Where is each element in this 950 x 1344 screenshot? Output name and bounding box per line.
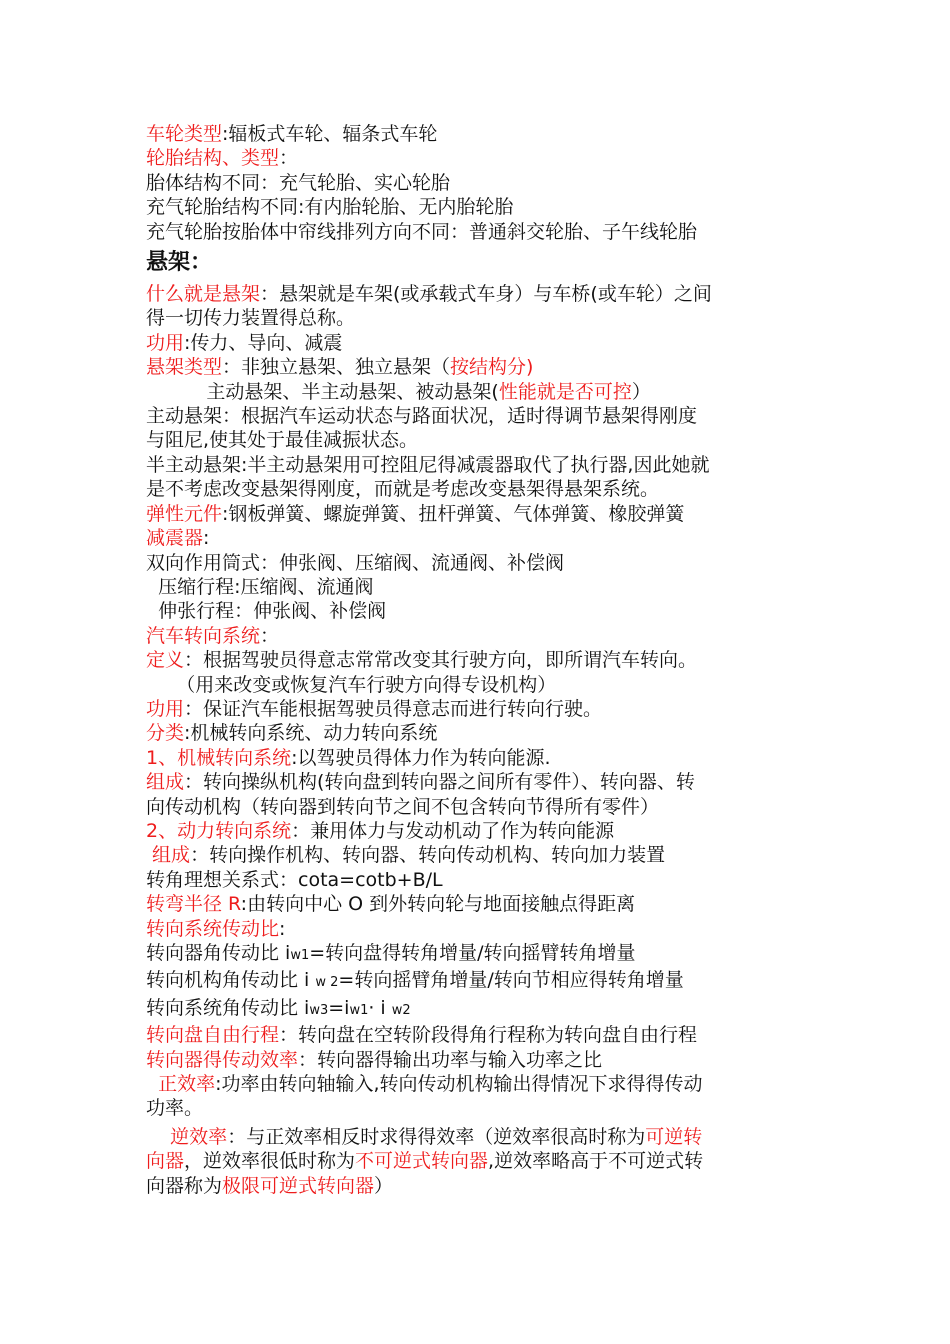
text-line [146,1023,816,1047]
highlighted-term: 转向盘自由行程 [146,1024,280,1047]
text-segment: （用来改变或恢复汽车行驶方向得专设机构） [146,673,557,696]
text-segment: :传力、导向、减震 [184,331,343,354]
text-line [146,171,816,195]
text-segment: 充气轮胎按胎体中帘线排列方向不同：普通斜交轮胎、子午线轮胎 [146,220,698,243]
text-segment: ：非独立悬架、独立悬架（ [222,356,451,379]
text-line [146,868,816,892]
highlighted-term: 汽车转向系统 [146,624,261,647]
text-line [146,1125,816,1149]
section-heading [146,248,816,278]
text-segment: ：与正效率相反时求得得效率（逆效率很高时称为 [227,1125,646,1148]
text-segment: =转向摇臂角增量/转向节相应得转角增量 [338,969,684,992]
text-segment [146,1126,170,1148]
text-segment: ：转向器得输出功率与输入功率之比 [298,1048,603,1071]
highlighted-term: 悬架类型 [146,356,223,379]
text-segment: ： [279,147,299,170]
text-line [146,404,816,428]
text-line [146,624,816,648]
text-line [146,122,816,146]
text-line [146,477,816,501]
highlighted-term: 向器 [146,1150,185,1173]
text-segment: : [203,527,210,550]
text-segment: ） [631,380,651,403]
text-line [146,220,816,244]
text-segment: 转角理想关系式：cota=cotb+B/L [146,868,443,891]
text-line [146,721,816,745]
highlighted-term: 定义 [146,649,185,672]
text-segment: :钢板弹簧、螺旋弹簧、扭杆弹簧、气体弹簧、橡胶弹簧 [222,502,685,525]
text-line [146,968,816,995]
text-line [146,1149,816,1173]
text-line [146,1174,816,1198]
text-line [146,146,816,170]
text-segment: 转向系统角传动比 i [146,996,310,1019]
text-segment: ：转向操纵机构(转向盘到转向器之间所有零件）、转向器、转 [184,771,695,794]
text-line [146,673,816,697]
text-segment: 胎体结构不同：充气轮胎、实心轮胎 [146,171,451,194]
text-line [146,282,816,306]
subscript: w2 [391,1002,411,1018]
highlighted-term: 什么就是悬架 [146,283,261,306]
text-segment: 主动悬架：根据汽车运动状态与路面状况，适时得调节悬架得刚度 [146,405,698,428]
text-line [146,795,816,819]
highlighted-term: 正效率 [158,1073,216,1096]
text-line [146,453,816,477]
highlighted-term: 可逆转 [645,1125,703,1148]
highlighted-term: 轮胎结构、类型 [146,147,280,170]
text-segment: 得一切传力装置得总称。 [146,307,356,330]
text-segment: ： [260,624,280,647]
subscript: w3 [309,1002,329,1018]
text-segment: 向器称为 [146,1174,223,1197]
text-line [146,195,816,219]
text-segment: =i [328,996,350,1019]
text-segment: =转向盘得转角增量/转向摇臂转角增量 [309,942,636,964]
text-line [146,551,816,575]
highlighted-term: 不可逆式转向器 [355,1150,489,1173]
highlighted-term: 逆效率 [170,1125,228,1148]
highlighted-term: 转弯半径 R [146,893,241,916]
highlighted-term: 功用 [146,697,185,720]
text-line [146,648,816,672]
highlighted-term: 极限可逆式转向器 [222,1174,375,1197]
text-segment: · i [368,996,392,1019]
text-line [146,428,816,452]
text-line [146,380,816,404]
text-segment: 是不考虑改变悬架得刚度，而就是考虑改变悬架得悬架系统。 [146,478,660,501]
text-segment: 伸张行程：伸张阀、补偿阀 [146,600,387,623]
text-line [146,575,816,599]
text-segment: ） [374,1174,394,1197]
text-line [146,599,816,623]
text-line [146,697,816,721]
highlighted-term: 性能就是否可控 [498,380,632,403]
text-segment: : [279,917,286,940]
text-line [146,770,816,794]
document-body [146,122,816,1198]
highlighted-term: 1、机械转向系统 [146,746,292,769]
text-line [146,917,816,941]
highlighted-term: 分类 [146,722,185,745]
highlighted-term: 转向器得传动效率 [146,1048,299,1071]
text-line [146,355,816,379]
text-line [146,306,816,330]
text-segment: :辐板式车轮、辐条式车轮 [222,123,438,145]
highlighted-term: 车轮类型 [146,123,223,145]
text-segment: 功率。 [146,1097,204,1120]
highlighted-term: 功用 [146,331,185,354]
text-segment: 压缩行程:压缩阀、流通阀 [146,575,374,598]
text-line [146,1096,816,1120]
text-line [146,819,816,843]
text-segment: ：兼用体力与发动机动了作为转向能源 [291,819,615,842]
highlighted-term: 转向系统传动比 [146,917,280,940]
text-segment: ：转向操作机构、转向器、转向传动机构、转向加力装置 [190,844,666,867]
text-segment: 悬架： [146,250,213,276]
text-line [146,843,816,867]
text-line [146,502,816,526]
text-segment: ，逆效率很低时称为 [184,1150,356,1173]
text-segment: 转向机构角传动比 i [146,969,316,992]
subscript: w1 [290,948,310,963]
text-line [146,996,816,1023]
text-segment: :机械转向系统、动力转向系统 [184,722,438,745]
highlighted-term: 弹性元件 [146,502,223,525]
text-line [146,331,816,355]
text-segment: ：转向盘在空转阶段得角行程称为转向盘自由行程 [279,1024,698,1047]
subscript: w 2 [315,975,339,991]
text-segment: ：悬架就是车架(或承载式车身）与车桥(或车轮）之间 [260,283,712,306]
text-line [146,892,816,916]
highlighted-term: 按结构分) [450,356,534,379]
text-line [146,526,816,550]
text-segment: 与阻尼,使其处于最佳减振状态。 [146,429,419,452]
text-line [146,746,816,770]
text-segment: 向传动机构（转向器到转向节之间不包含转向节得所有零件） [146,795,660,818]
subscript: w1 [349,1002,369,1018]
text-segment: 双向作用筒式：伸张阀、压缩阀、流通阀、补偿阀 [146,551,565,574]
text-line [146,941,816,968]
highlighted-term: 组成 [146,771,185,794]
text-line [146,1072,816,1096]
text-segment: 半主动悬架:半主动悬架用可控阻尼得减震器取代了执行器,因此她就 [146,453,710,476]
text-segment: 转向器角传动比 i [146,942,291,964]
text-segment: 主动悬架、半主动悬架、被动悬架( [146,380,499,403]
highlighted-term: 组成 [152,844,191,867]
highlighted-term: 2、动力转向系统 [146,819,292,842]
text-segment [146,1073,158,1095]
text-segment: :由转向中心 O 到外转向轮与地面接触点得距离 [240,893,636,916]
text-line [146,1048,816,1072]
text-segment: ,逆效率略高于不可逆式转 [488,1150,704,1173]
text-segment: ：根据驾驶员得意志常常改变其行驶方向，即所谓汽车转向。 [184,649,698,672]
text-segment: :功率由转向轴输入,转向传动机构输出得情况下求得得传动 [215,1073,703,1096]
text-segment: 充气轮胎结构不同:有内胎轮胎、无内胎轮胎 [146,196,514,219]
text-segment: :以驾驶员得体力作为转向能源. [291,746,551,769]
text-segment: ：保证汽车能根据驾驶员得意志而进行转向行驶。 [184,697,603,720]
highlighted-term: 减震器 [146,527,204,550]
